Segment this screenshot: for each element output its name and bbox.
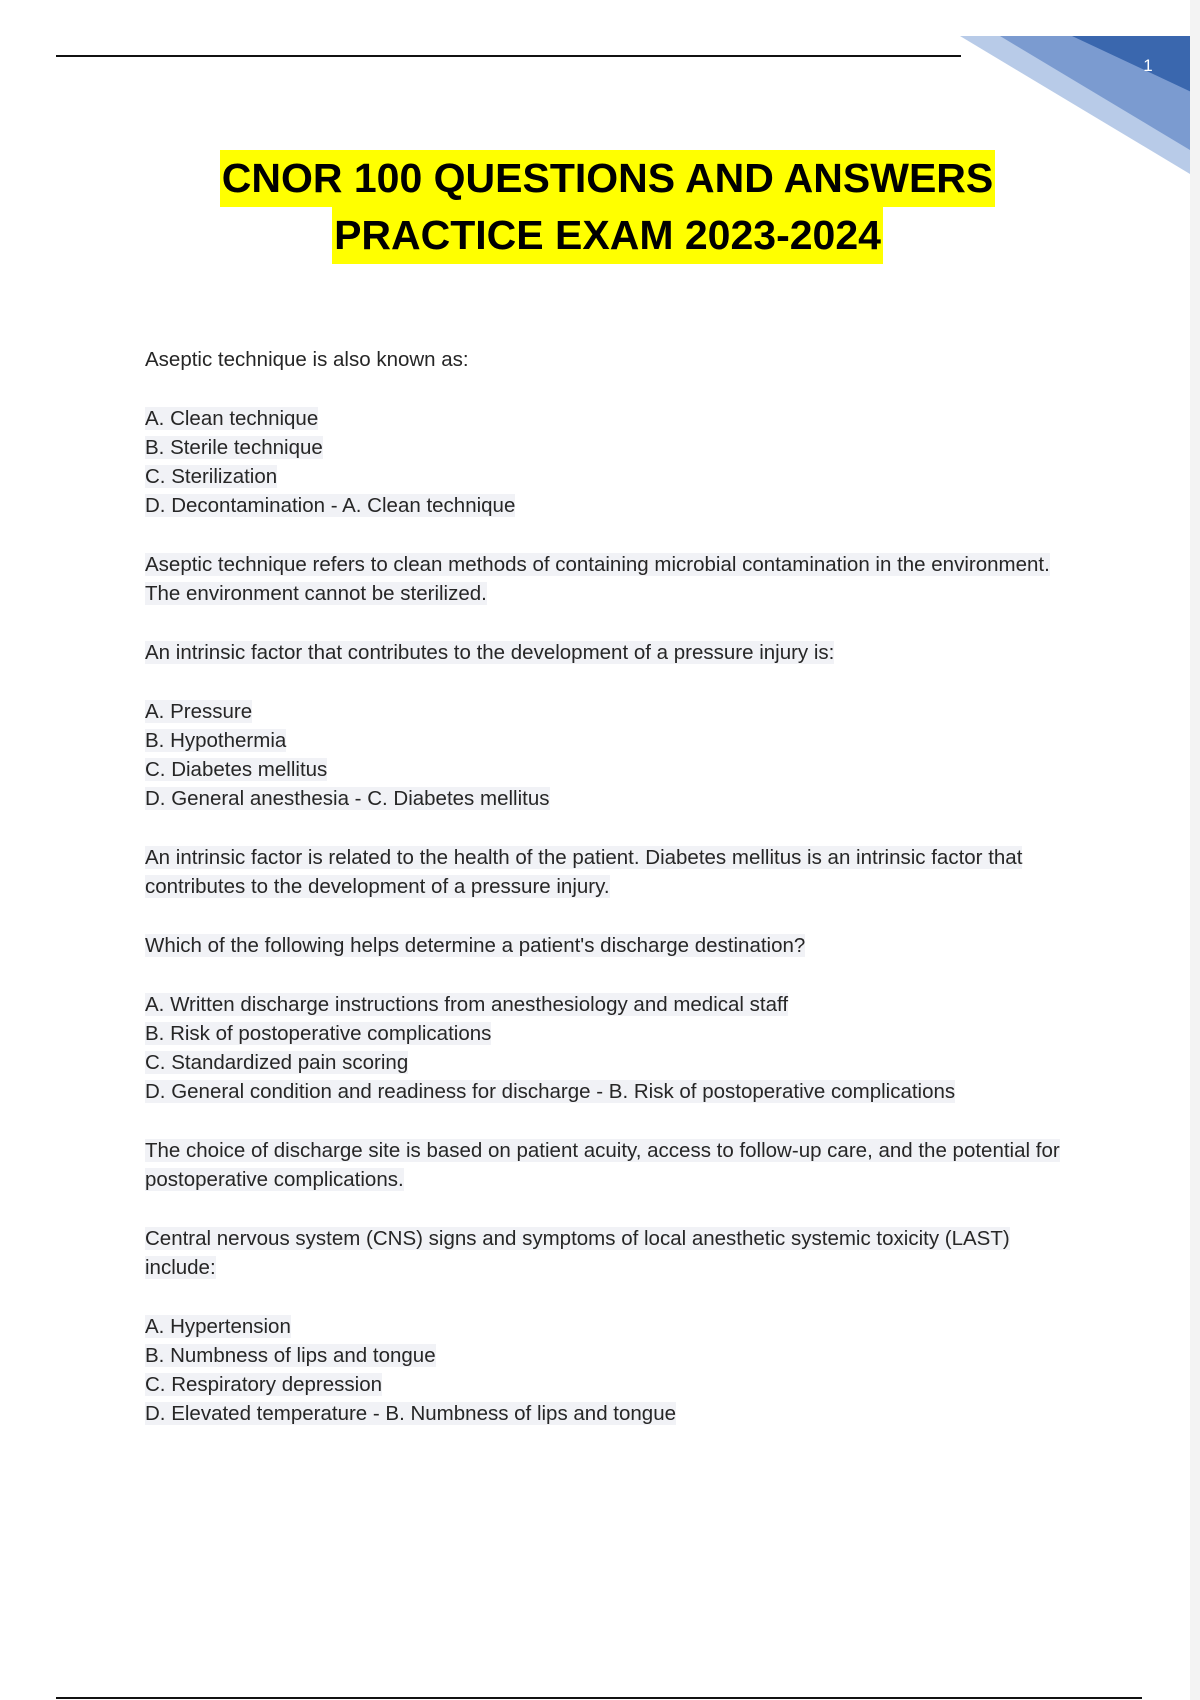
option-a: A. Hypertension — [145, 1315, 291, 1338]
page-title — [0, 150, 1190, 264]
option-a: A. Clean technique — [145, 407, 319, 430]
option-c: C. Diabetes mellitus — [145, 758, 328, 781]
qa-block — [145, 1224, 1075, 1428]
question-text: Central nervous system (CNS) signs and symptoms of local anesthetic systemic toxicity (LAST) include: — [145, 1227, 1010, 1279]
option-a: A. Written discharge instructions from anesthesiology and medical staff — [145, 993, 789, 1016]
title-line-1: CNOR 100 QUESTIONS AND ANSWERS — [220, 150, 996, 207]
option-c: C. Standardized pain scoring — [145, 1051, 409, 1074]
option-b: B. Risk of postoperative complications — [145, 1022, 492, 1045]
questions-list — [145, 345, 1075, 1458]
option-d-answer: D. Decontamination - A. Clean technique — [145, 494, 516, 517]
explanation-text: An intrinsic factor is related to the health of the patient. Diabetes mellitus is an intrinsic factor that contributes to the development of a pressure injury. — [145, 846, 1023, 898]
option-c: C. Sterilization — [145, 465, 278, 488]
options-list — [145, 990, 1075, 1106]
option-c: C. Respiratory depression — [145, 1373, 382, 1396]
option-d-answer: D. General anesthesia - C. Diabetes mellitus — [145, 787, 550, 810]
question-text: Which of the following helps determine a patient's discharge destination? — [145, 934, 806, 957]
title-line-2: PRACTICE EXAM 2023-2024 — [332, 207, 883, 264]
option-b: B. Numbness of lips and tongue — [145, 1344, 436, 1367]
options-list — [145, 1312, 1075, 1428]
option-b: B. Sterile technique — [145, 436, 323, 459]
explanation-text: Aseptic technique refers to clean methods of containing microbial contamination in the environment. The environment cannot be sterilized. — [145, 553, 1050, 605]
options-list — [145, 404, 1075, 520]
options-list — [145, 697, 1075, 813]
question-text: Aseptic technique is also known as: — [145, 348, 469, 371]
qa-block — [145, 638, 1075, 901]
qa-block — [145, 931, 1075, 1194]
option-d-answer: D. General condition and readiness for discharge - B. Risk of postoperative complications — [145, 1080, 956, 1103]
question-text: An intrinsic factor that contributes to the development of a pressure injury is: — [145, 641, 835, 664]
option-d-answer: D. Elevated temperature - B. Numbness of lips and tongue — [145, 1402, 677, 1425]
option-a: A. Pressure — [145, 700, 253, 723]
footer-rule — [56, 1697, 1142, 1699]
explanation-text: The choice of discharge site is based on patient acuity, access to follow-up care, and the potential for postoperative complications. — [145, 1139, 1060, 1191]
option-b: B. Hypothermia — [145, 729, 287, 752]
page-number: 1 — [1143, 56, 1153, 75]
header-rule — [56, 55, 961, 57]
qa-block — [145, 345, 1075, 608]
